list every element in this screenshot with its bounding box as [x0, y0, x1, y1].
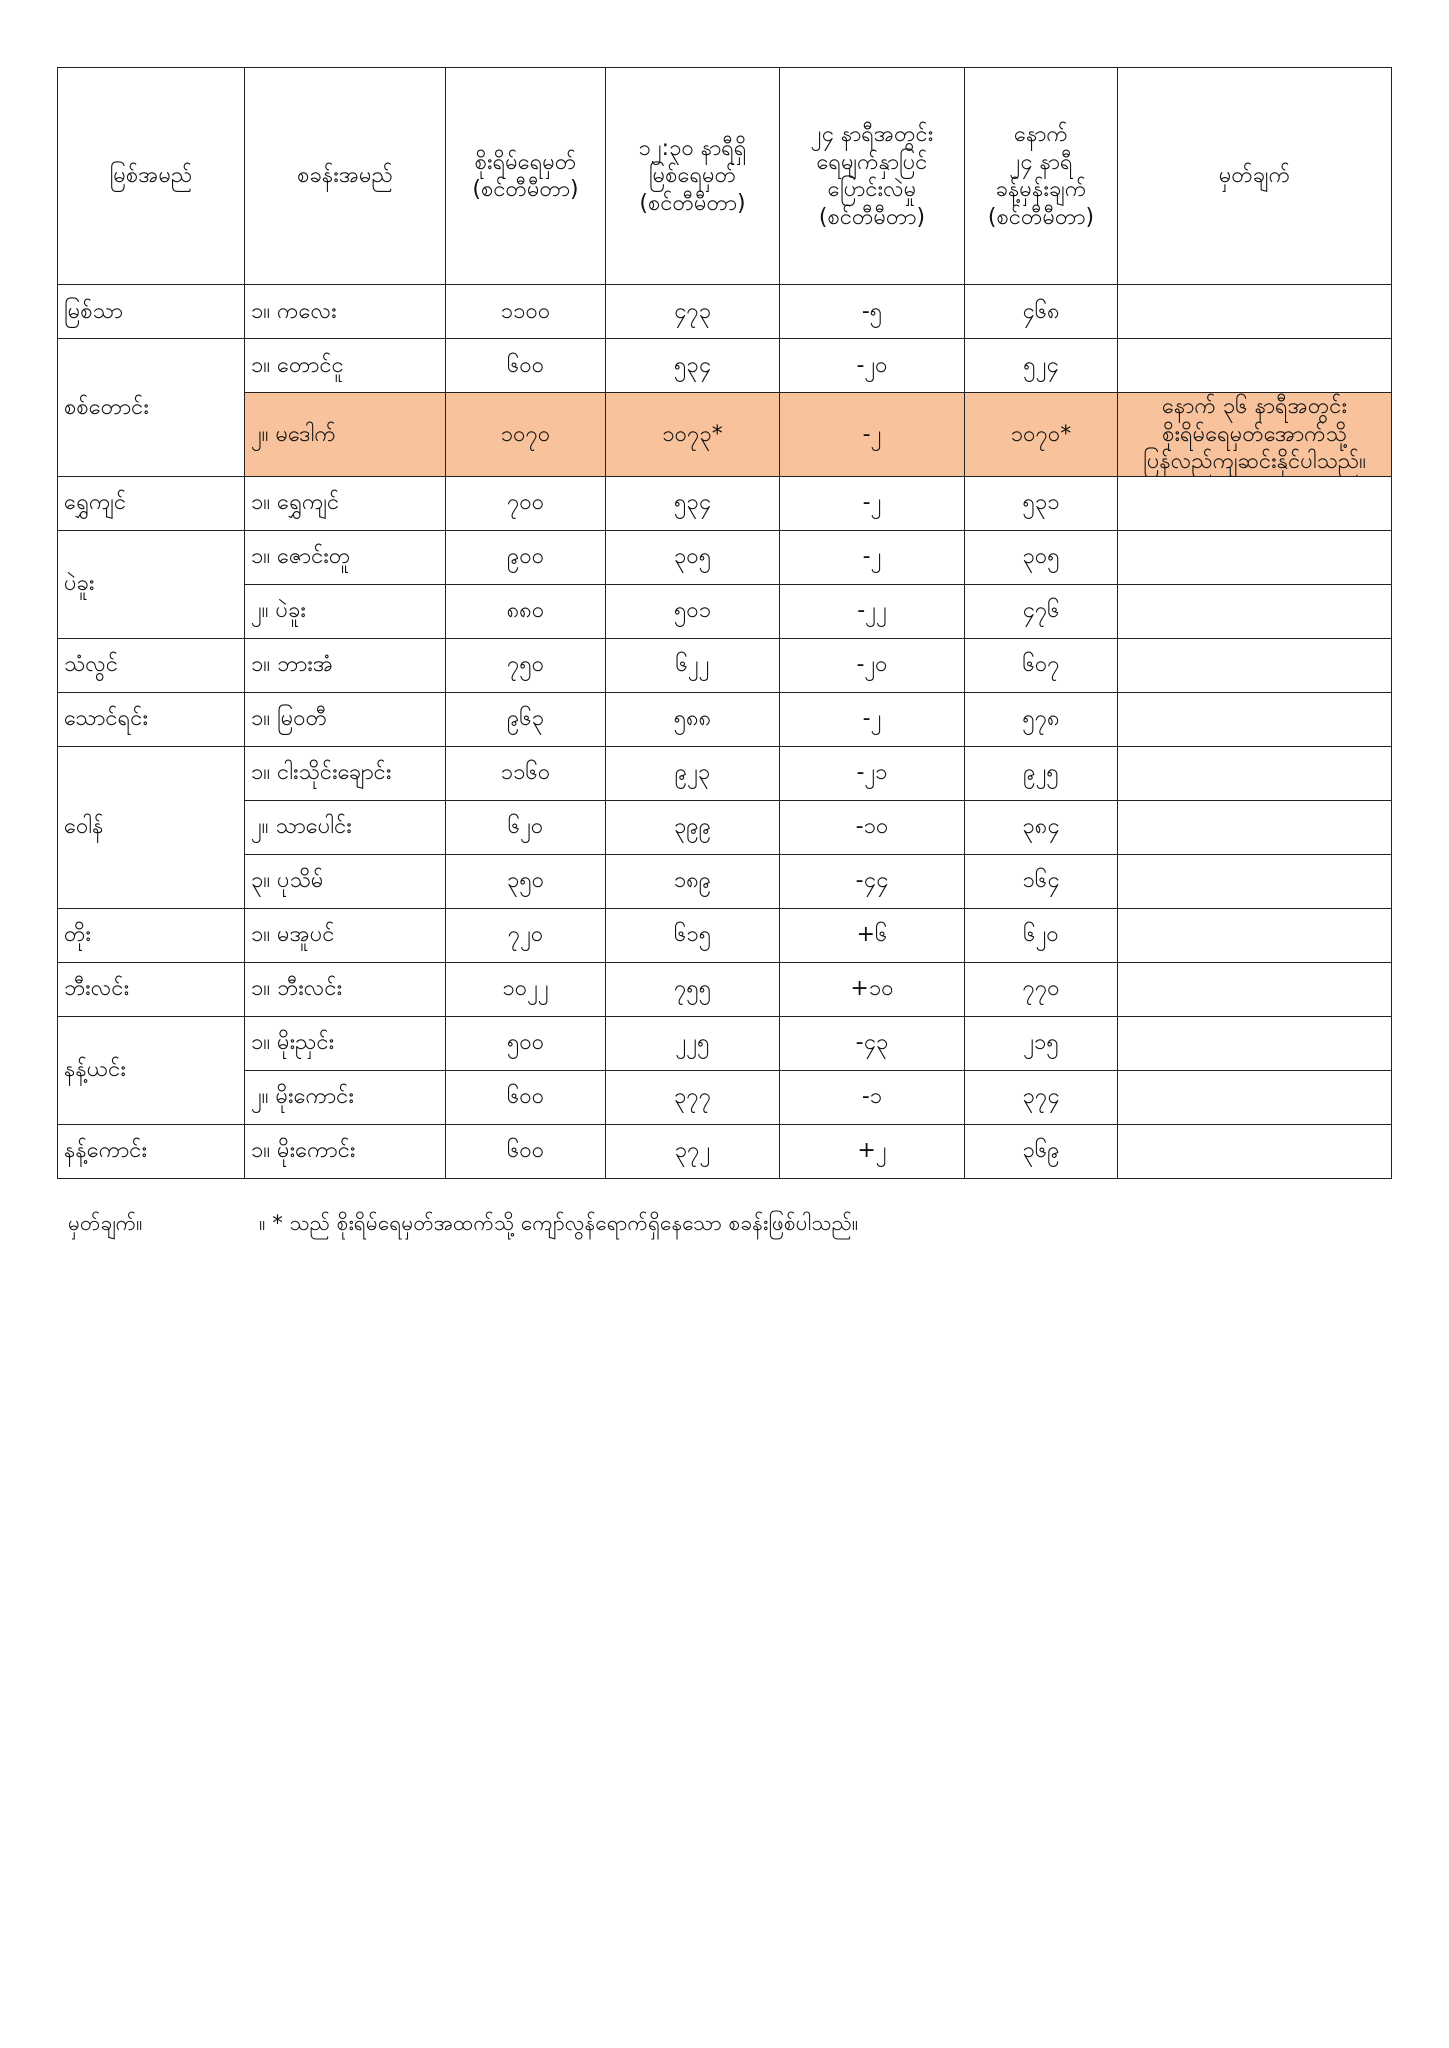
river-name-cell: ပဲခူး — [58, 530, 245, 638]
table-row — [58, 1124, 1392, 1178]
station-cell: ၁။ ငါးသိုင်းချောင်း — [245, 746, 446, 800]
remark-cell — [1118, 584, 1392, 638]
table-row — [58, 854, 1392, 908]
station-cell: ၃။ ပုသိမ် — [245, 854, 446, 908]
river-name-cell: တိုး — [58, 908, 245, 962]
forecast-cell: ၆၂၀ — [965, 908, 1118, 962]
header-change: ၂၄ နာရီအတွင်း ရေမျက်နှာပြင် ပြောင်းလဲမှု (စင်တီမီတာ) — [780, 68, 965, 285]
remark-cell — [1118, 854, 1392, 908]
table-row — [58, 692, 1392, 746]
danger-cell: ၇၅၀ — [446, 638, 606, 692]
change-cell: +၆ — [780, 908, 965, 962]
header-river: မြစ်အမည် — [58, 68, 245, 285]
level-cell: ၅၀၁ — [606, 584, 780, 638]
forecast-cell: ၃၀၅ — [965, 530, 1118, 584]
table-row — [58, 285, 1392, 339]
level-cell: ၆၁၅ — [606, 908, 780, 962]
danger-cell: ၆၂၀ — [446, 800, 606, 854]
level-cell: ၆၂၂ — [606, 638, 780, 692]
header-current-level: ၁၂:၃၀ နာရီရှိ မြစ်ရေမှတ် (စင်တီမီတာ) — [606, 68, 780, 285]
change-cell: -၁ — [780, 1070, 965, 1124]
station-cell: ၁။ မြဝတီ — [245, 692, 446, 746]
remark-cell — [1118, 746, 1392, 800]
level-cell: ၁၀၇၃* — [606, 393, 780, 477]
change-cell: -၂၀ — [780, 638, 965, 692]
table-row — [58, 800, 1392, 854]
change-cell: -၄၄ — [780, 854, 965, 908]
level-cell: ၅၈၈ — [606, 692, 780, 746]
remark-cell — [1118, 962, 1392, 1016]
station-cell: ၁။ မအူပင် — [245, 908, 446, 962]
danger-cell: ၁၀၂၂ — [446, 962, 606, 1016]
level-cell: ၃၇၂ — [606, 1124, 780, 1178]
table-row — [58, 1070, 1392, 1124]
station-cell: ၂။ မိုးကောင်း — [245, 1070, 446, 1124]
remark-cell — [1118, 1124, 1392, 1178]
river-name-cell: သံလွင် — [58, 638, 245, 692]
river-name-cell: နန့်ကောင်း — [58, 1124, 245, 1178]
danger-cell: ၈၈၀ — [446, 584, 606, 638]
footnote-text: ။ * သည် စိုးရိမ်ရေမှတ်အထက်သို့ ကျော်လွန်ရောက်ရှိနေသော စခန်းဖြစ်ပါသည်။ — [259, 1211, 859, 1235]
remark-cell — [1118, 800, 1392, 854]
header-station: စခန်းအမည် — [245, 68, 446, 285]
remark-cell — [1118, 1016, 1392, 1070]
remark-cell — [1118, 638, 1392, 692]
station-cell: ၂။ မဒေါက် — [245, 393, 446, 477]
station-cell: ၁။ မိုးကောင်း — [245, 1124, 446, 1178]
remark-cell — [1118, 530, 1392, 584]
forecast-cell: ၁၆၄ — [965, 854, 1118, 908]
danger-cell: ၆၀၀ — [446, 339, 606, 393]
forecast-cell: ၃၇၄ — [965, 1070, 1118, 1124]
level-cell: ၂၂၅ — [606, 1016, 780, 1070]
level-cell: ၉၂၃ — [606, 746, 780, 800]
forecast-cell: ၄၇၆ — [965, 584, 1118, 638]
station-cell: ၁။ တောင်ငူ — [245, 339, 446, 393]
table-row — [58, 530, 1392, 584]
station-cell: ၁။ ဇောင်းတူ — [245, 530, 446, 584]
change-cell: -၂၀ — [780, 339, 965, 393]
remark-cell: နောက် ၃၆ နာရီအတွင်း စိုးရိမ်ရေမှတ်အောက်သို့ ပြန်လည်ကျဆင်းနိုင်ပါသည်။ — [1118, 393, 1392, 477]
level-cell: ၇၅၅ — [606, 962, 780, 1016]
level-cell: ၃၀၅ — [606, 530, 780, 584]
forecast-cell: ၅၇၈ — [965, 692, 1118, 746]
table-row — [58, 962, 1392, 1016]
danger-cell: ၁၁၀၀ — [446, 285, 606, 339]
forecast-cell: ၃၈၄ — [965, 800, 1118, 854]
forecast-cell: ၅၂၄ — [965, 339, 1118, 393]
change-cell: -၂၁ — [780, 746, 965, 800]
danger-cell: ၆၀၀ — [446, 1124, 606, 1178]
remark-cell — [1118, 476, 1392, 530]
forecast-cell: ၁၀၇၀* — [965, 393, 1118, 477]
level-cell: ၅၃၄ — [606, 476, 780, 530]
remark-cell — [1118, 285, 1392, 339]
table-row — [58, 393, 1392, 477]
change-cell: -၄၃ — [780, 1016, 965, 1070]
remark-cell — [1118, 692, 1392, 746]
table-row — [58, 746, 1392, 800]
change-cell: -၂ — [780, 530, 965, 584]
forecast-cell: ၅၃၁ — [965, 476, 1118, 530]
table-row — [58, 1016, 1392, 1070]
river-name-cell: နန့်ယင်း — [58, 1016, 245, 1124]
remark-cell — [1118, 1070, 1392, 1124]
forecast-cell: ၆၀၇ — [965, 638, 1118, 692]
change-cell: -၅ — [780, 285, 965, 339]
danger-cell: ၉၆၃ — [446, 692, 606, 746]
change-cell: -၂ — [780, 692, 965, 746]
river-name-cell: ဝေါန် — [58, 746, 245, 908]
remark-cell — [1118, 339, 1392, 393]
header-forecast: နောက် ၂၄ နာရီ ခန့်မှန်းချက် (စင်တီမီတာ) — [965, 68, 1118, 285]
danger-cell: ၆၀၀ — [446, 1070, 606, 1124]
header-remark: မှတ်ချက် — [1118, 68, 1392, 285]
change-cell: -၂ — [780, 476, 965, 530]
level-cell: ၃၇၇ — [606, 1070, 780, 1124]
forecast-cell: ၉၂၅ — [965, 746, 1118, 800]
change-cell: +၁၀ — [780, 962, 965, 1016]
station-cell: ၁။ မိုးညှင်း — [245, 1016, 446, 1070]
forecast-cell: ၃၆၉ — [965, 1124, 1118, 1178]
forecast-cell: ၇၇၀ — [965, 962, 1118, 1016]
station-cell: ၂။ သာပေါင်း — [245, 800, 446, 854]
table-body — [58, 285, 1392, 1179]
danger-cell: ၉၀၀ — [446, 530, 606, 584]
station-cell: ၁။ ဘားအံ — [245, 638, 446, 692]
danger-cell: ၇၂၀ — [446, 908, 606, 962]
change-cell: -၂ — [780, 393, 965, 477]
danger-cell: ၁၁၆၀ — [446, 746, 606, 800]
change-cell: -၂၂ — [780, 584, 965, 638]
danger-cell: ၇၀၀ — [446, 476, 606, 530]
footnote — [68, 1210, 1388, 1241]
river-level-table — [57, 67, 1392, 1179]
river-name-cell: စစ်တောင်း — [58, 339, 245, 477]
level-cell: ၄၇၃ — [606, 285, 780, 339]
level-cell: ၁၈၉ — [606, 854, 780, 908]
header-row — [58, 68, 1392, 285]
table-row — [58, 908, 1392, 962]
danger-cell: ၃၅၀ — [446, 854, 606, 908]
table-row — [58, 638, 1392, 692]
change-cell: +၂ — [780, 1124, 965, 1178]
station-cell: ၁။ ဘီးလင်း — [245, 962, 446, 1016]
table-row — [58, 476, 1392, 530]
river-name-cell: မြစ်သာ — [58, 285, 245, 339]
river-name-cell: ဘီးလင်း — [58, 962, 245, 1016]
forecast-cell: ၂၁၅ — [965, 1016, 1118, 1070]
table-row — [58, 584, 1392, 638]
level-cell: ၃၉၉ — [606, 800, 780, 854]
level-cell: ၅၃၄ — [606, 339, 780, 393]
footnote-label: မှတ်ချက်။ — [68, 1211, 143, 1235]
change-cell: -၁၀ — [780, 800, 965, 854]
station-cell: ၂။ ပဲခူး — [245, 584, 446, 638]
river-name-cell: သောင်ရင်း — [58, 692, 245, 746]
remark-cell — [1118, 908, 1392, 962]
forecast-cell: ၄၆၈ — [965, 285, 1118, 339]
danger-cell: ၁၀၇၀ — [446, 393, 606, 477]
header-danger-level: စိုးရိမ်ရေမှတ် (စင်တီမီတာ) — [446, 68, 606, 285]
danger-cell: ၅၀၀ — [446, 1016, 606, 1070]
table-row — [58, 339, 1392, 393]
station-cell: ၁။ ကလေး — [245, 285, 446, 339]
station-cell: ၁။ ရွှေကျင် — [245, 476, 446, 530]
river-name-cell: ရွှေကျင် — [58, 476, 245, 530]
